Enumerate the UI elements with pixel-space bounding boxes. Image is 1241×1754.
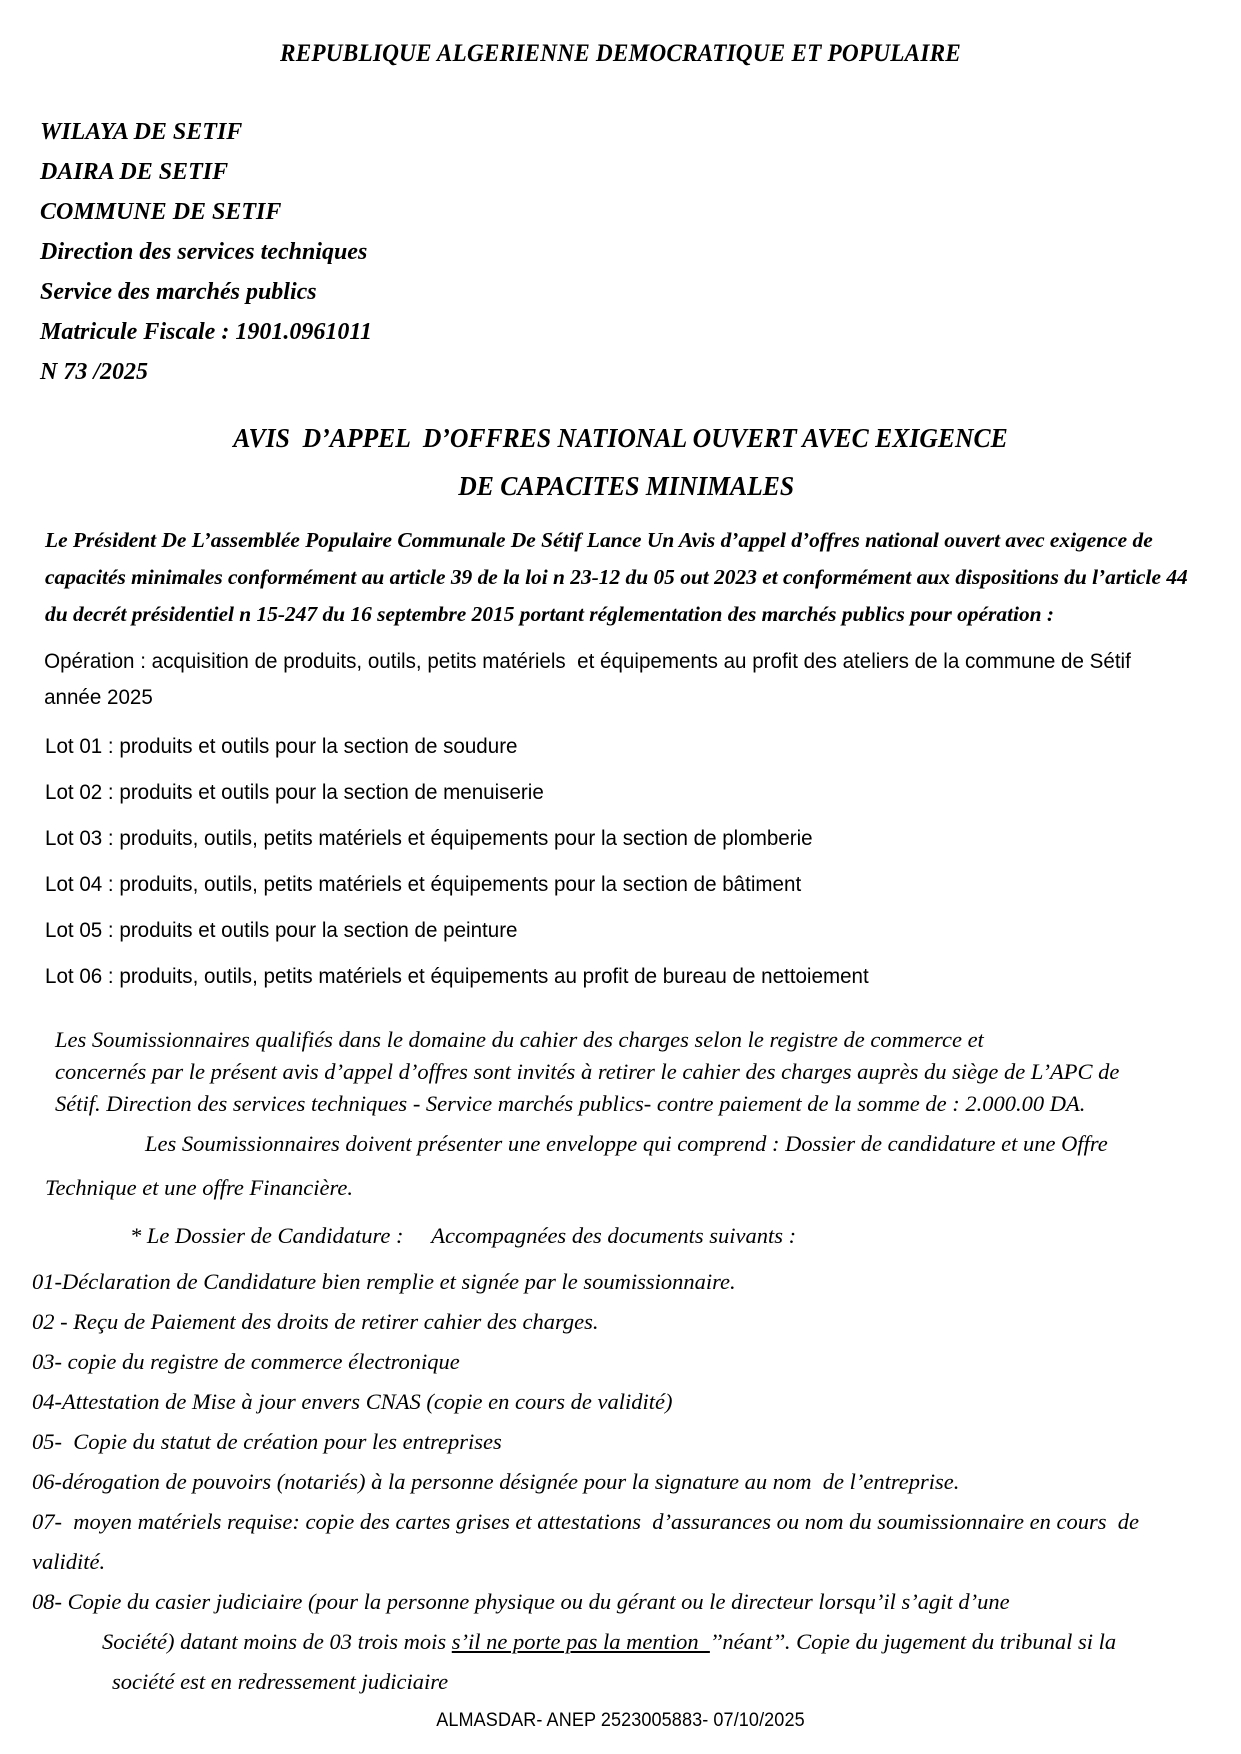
admin-line-reference: N 73 /2025	[40, 359, 148, 385]
document-line	[32, 1622, 1219, 1662]
list-item: Lot 02 : produits et outils pour la section de menuiserie	[45, 781, 544, 804]
document-line	[32, 1462, 1219, 1502]
document-line	[32, 1662, 1219, 1702]
operation-line-1: Opération : acquisition de produits, outils, petits matériels et équipements au profit des ateliers de la commune de Sétif	[44, 650, 1131, 673]
page-title-line-1: AVIS D’APPEL D’OFFRES NATIONAL OUVERT AVEC EXIGENCE	[233, 423, 1008, 453]
list-item: Lot 01 : produits et outils pour la section de soudure	[45, 735, 518, 758]
text-run: 02 - Reçu de Paiement des droits de retirer cahier des charges.	[32, 1309, 599, 1334]
list-item: Lot 04 : produits, outils, petits matériels et équipements pour la section de bâtiment	[45, 873, 802, 896]
document-line	[32, 1382, 1219, 1422]
page-footer: ALMASDAR- ANEP 2523005883- 07/10/2025	[436, 1710, 805, 1731]
qualification-line-1: Les Soumissionnaires qualifiés dans le domaine du cahier des charges selon le registre de commerce et	[55, 1027, 984, 1052]
document-line	[32, 1262, 1219, 1302]
list-item	[32, 1382, 1219, 1422]
admin-line-direction: Direction des services techniques	[40, 239, 368, 265]
admin-line-service: Service des marchés publics	[40, 279, 317, 305]
qualification-line-2: concernés par le présent avis d’appel d’offres sont invités à retirer le cahier des charges auprès du siège de L’APC de	[55, 1059, 1120, 1084]
list-item	[32, 1342, 1219, 1382]
text-run: validité.	[32, 1549, 106, 1574]
list-item: Lot 05 : produits et outils pour la section de peinture	[45, 919, 518, 942]
qualification-line-3: Sétif. Direction des services techniques - Service marchés publics- contre paiement de la somme de : 2.000.00 DA.	[55, 1091, 1086, 1116]
list-item	[32, 1582, 1219, 1702]
text-run: 08- Copie du casier judiciaire (pour la personne physique ou du gérant ou le directeur lorsqu’il s’agit d’une	[32, 1589, 1010, 1614]
document-line	[32, 1342, 1219, 1382]
national-header: REPUBLIQUE ALGERIENNE DEMOCRATIQUE ET POPULAIRE	[280, 40, 961, 67]
page-title	[31, 392, 1210, 510]
document-line	[32, 1302, 1219, 1342]
operation-description	[0, 633, 1216, 716]
document-line	[32, 1582, 1219, 1622]
text-run: 05- Copie du statut de création pour les entreprises	[32, 1429, 502, 1454]
page-title-line-2: DE CAPACITES MINIMALES	[458, 471, 795, 501]
intro-line-1: Le Président De L’assemblée Populaire Communale De Sétif Lance Un Avis d’appel d’offres national ouvert avec exigence de	[45, 528, 1153, 552]
list-item	[32, 1302, 1219, 1342]
text-run: société est en redressement judiciaire	[112, 1669, 449, 1694]
lot-list	[0, 716, 1241, 1010]
text-run: 06-dérogation de pouvoirs (notariés) à la personne désignée pour la signature au nom de l’entreprise.	[32, 1469, 960, 1494]
admin-line-matricule: Matricule Fiscale : 1901.0961011	[40, 319, 372, 345]
envelope-paragraph	[0, 1120, 1241, 1210]
operation-line-2: année 2025	[44, 686, 153, 709]
intro-line-2: capacités minimales conformément au article 39 de la loi n 23-12 du 05 out 2023 et conformément aux dispositions du l’article 44	[45, 565, 1188, 589]
document-line	[32, 1502, 1219, 1542]
text-run: ’’néant’’. Copie du jugement du tribunal si la	[709, 1629, 1117, 1654]
admin-line-commune: COMMUNE DE SETIF	[40, 199, 282, 225]
list-item: Lot 06 : produits, outils, petits matériels et équipements au profit de bureau de nettoiement	[45, 965, 869, 988]
list-item	[32, 1422, 1219, 1462]
required-documents-list	[0, 1256, 1241, 1702]
administrative-block	[0, 68, 1241, 392]
text-run: 07- moyen matériels requise: copie des cartes grises et attestations d’assurances ou nom du soumissionnaire en cours de	[32, 1509, 1139, 1534]
document-line	[32, 1422, 1219, 1462]
admin-line-wilaya: WILAYA DE SETIF	[40, 119, 243, 145]
list-item	[32, 1462, 1219, 1502]
list-item	[32, 1262, 1219, 1302]
text-run: 03- copie du registre de commerce électronique	[32, 1349, 460, 1374]
text-run: 04-Attestation de Mise à jour envers CNAS (copie en cours de validité)	[32, 1389, 673, 1414]
qualification-paragraph	[0, 1010, 1241, 1120]
intro-line-3: du decrét présidentiel n 15-247 du 16 septembre 2015 portant réglementation des marchés publics pour opération :	[45, 602, 1055, 626]
text-run: 01-Déclaration de Candidature bien remplie et signée par le soumissionnaire.	[32, 1269, 736, 1294]
document-line	[32, 1542, 1219, 1582]
text-run: Société) datant moins de 03 trois mois	[102, 1629, 452, 1654]
list-item	[32, 1502, 1219, 1582]
envelope-line-2: Technique et une offre Financière.	[45, 1175, 354, 1200]
underlined-text: s’il ne porte pas la mention	[451, 1629, 710, 1654]
list-item: Lot 03 : produits, outils, petits matériels et équipements pour la section de plomberie	[45, 827, 813, 850]
admin-line-daira: DAIRA DE SETIF	[40, 159, 229, 185]
candidature-heading: * Le Dossier de Candidature : Accompagnées des documents suivants :	[130, 1223, 797, 1248]
intro-paragraph	[0, 510, 1241, 633]
envelope-line-1: Les Soumissionnaires doivent présenter une enveloppe qui comprend : Dossier de candidature et une Offre	[145, 1131, 1108, 1156]
